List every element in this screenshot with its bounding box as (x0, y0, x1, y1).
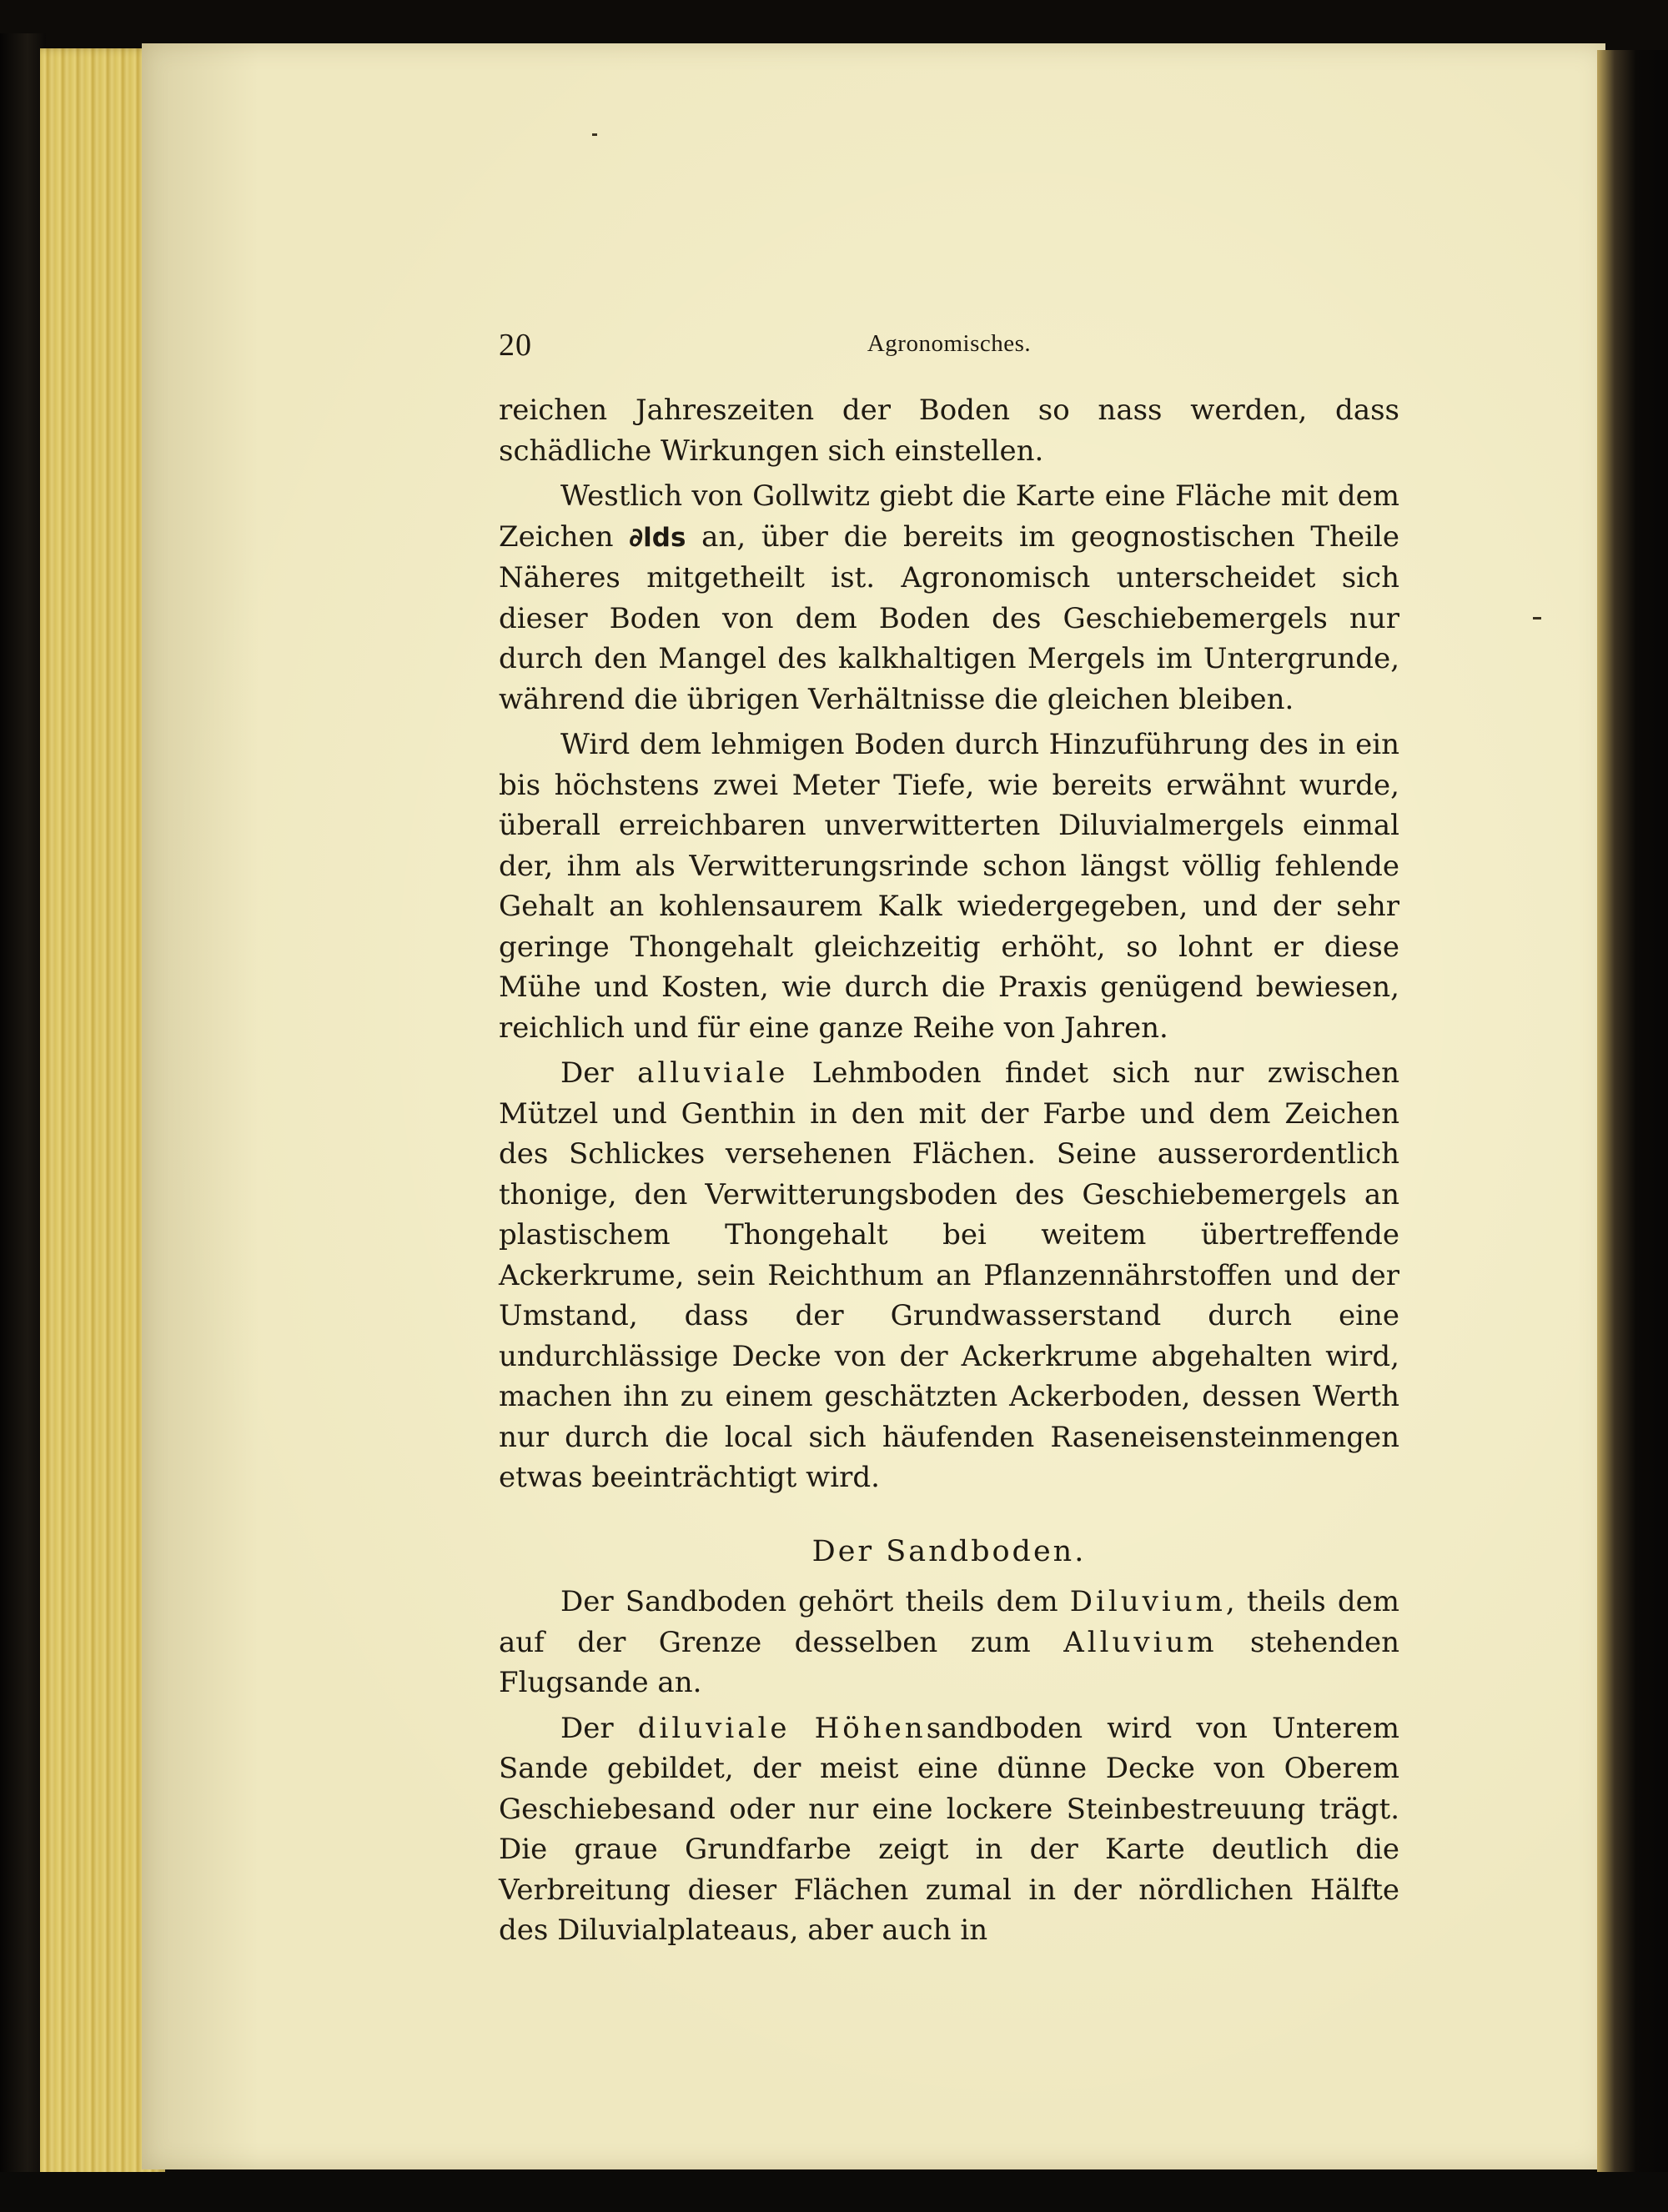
paragraph (499, 1708, 1399, 1951)
text-run: Der (560, 1056, 638, 1090)
speck (592, 133, 597, 136)
book-cover-left (0, 33, 46, 2201)
text-run: Westlich von Gollwitz giebt die Karte eine Fläche mit dem Zeichen (499, 479, 1399, 554)
spaced-emphasis: diluviale (637, 1711, 791, 1745)
paragraph (499, 1582, 1399, 1703)
body-text (499, 390, 1399, 1956)
text-run: Lehmboden findet sich nur zwischen Mützel und Genthin in den mit der Farbe und dem Zeichen des Schlickes versehenen Flächen. Seine ausserordentlich thonige, den Verwitterungsboden des Geschiebemergels an plastischem Thongehalt bei weitem übertreffende Ackerkrume, sein Reichthum an Pflanzennährstoffen und der Umstand, dass der Grundwasserstand durch eine undurchlässige Decke von der Ackerkrume abgehalten wird, machen ihn zu einem geschätzten Ackerboden, dessen Werth nur durch die local sich häufenden Raseneisensteinmengen etwas beeinträchtigt wird. (499, 1056, 1399, 1494)
text-run: sandboden wird von Unterem Sande gebildet, der meist eine dünne Decke von Oberem Geschiebesand oder nur eine lockere Steinbestreuung trägt. Die graue Grundfarbe zeigt in der Karte deutlich die Verbreitung dieser Flächen zumal in der nördlichen Hälfte des Diluvialplateaus, aber auch in (499, 1711, 1399, 1947)
spaced-emphasis: Diluvium (1069, 1585, 1226, 1618)
paragraph (499, 476, 1399, 720)
paragraph (499, 1053, 1399, 1498)
text-run: stehenden Flugsande an. (499, 1625, 1399, 1699)
map-symbol: ∂lds (629, 522, 686, 553)
book-cover-right (1597, 50, 1668, 2209)
running-head (499, 327, 1399, 365)
paragraph: reichen Jahreszeiten der Boden so nass werden, dass schädliche Wirkungen sich einstellen. (499, 394, 1399, 468)
text-run: , theils dem auf der Grenze desselben zum (499, 1585, 1399, 1659)
book-cover-bottom (0, 2172, 1668, 2212)
section-heading: Der Sandboden. (811, 1534, 1087, 1568)
spaced-emphasis: alluviale (637, 1056, 789, 1090)
text-run: Der (560, 1711, 638, 1745)
page-number: 20 (499, 328, 532, 363)
spaced-emphasis: Alluvium (1063, 1625, 1218, 1659)
text-run (791, 1712, 815, 1745)
text-run: an, über die bereits im geognostischen Theile Näheres mitgetheilt ist. Agronomisch unterscheidet sich dieser Boden von dem Boden des Geschiebemergels nur durch den Mangel des kalkhaltigen Mergels im Untergrunde, während die übrigen Verhältnisse die gleichen bleiben. (499, 519, 1399, 716)
spaced-emphasis: Höhen (814, 1711, 927, 1745)
speck (1533, 617, 1541, 619)
text-run: Der Sandboden gehört theils dem (560, 1585, 1070, 1618)
running-title: Agronomisches. (867, 330, 1032, 357)
paragraph: Wird dem lehmigen Boden durch Hinzuführung des in ein bis höchstens zwei Meter Tiefe, wie bereits erwähnt wurde, überall erreichbaren unverwitterten Diluvialmergels einmal der, ihm als Verwitterungsrinde schon längst völlig fehlende Gehalt an kohlensaurem Kalk wiedergegeben, und der sehr geringe Thongehalt gleichzeitig erhöht, so lohnt er diese Mühe und Kosten, wie durch die Praxis genügend bewiesen, reichlich und für eine ganze Reihe von Jahren. (499, 728, 1399, 1045)
